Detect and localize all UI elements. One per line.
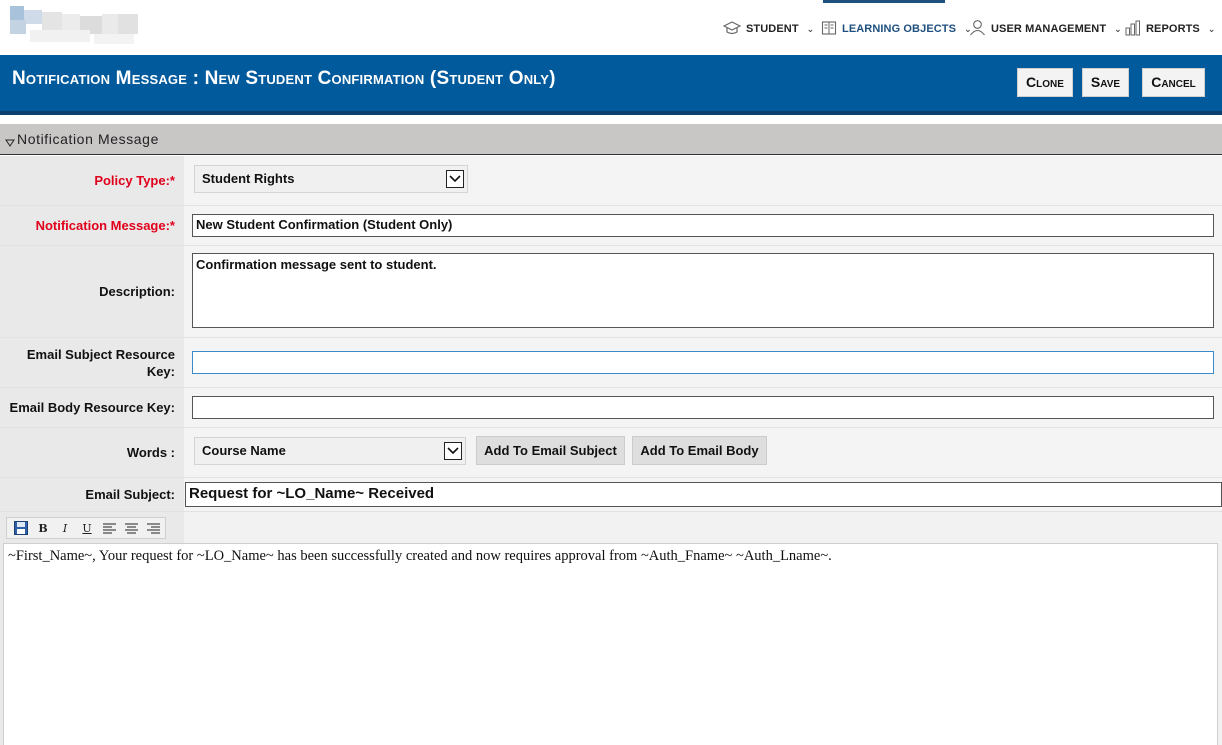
save-button[interactable]: Save — [1082, 68, 1129, 97]
notification-message-row — [0, 206, 1222, 246]
editor-toolbar — [6, 517, 166, 539]
italic-icon[interactable]: I — [62, 521, 68, 535]
page-title: Notification Message : New Student Confirmation (Student Only) — [12, 68, 556, 89]
policy-type-cell — [184, 156, 1222, 205]
email-subject-key-cell — [184, 338, 1222, 387]
chevron-down-icon[interactable] — [446, 170, 464, 188]
description-textarea[interactable]: Confirmation message sent to student. — [192, 253, 1214, 328]
email-body-key-input[interactable] — [192, 396, 1214, 419]
section-title: Notification Message — [17, 131, 159, 147]
nav-item-learning-objects[interactable] — [821, 20, 972, 38]
email-subject-row — [0, 478, 1222, 512]
email-subject-cell — [184, 478, 1222, 511]
email-body-key-cell — [184, 388, 1222, 427]
nav-item-reports[interactable] — [1125, 20, 1216, 38]
description-label: Description: — [0, 246, 184, 337]
email-subject-input[interactable]: Request for ~LO_Name~ Received — [185, 482, 1222, 507]
nav-label: USER MANAGEMENT — [991, 23, 1107, 35]
chevron-down-icon[interactable]: ⌄ — [964, 23, 972, 34]
words-label: Words : — [0, 428, 184, 477]
nav-item-user-management[interactable] — [969, 20, 1122, 38]
bar-chart-icon — [1125, 20, 1141, 39]
notification-message-input[interactable]: New Student Confirmation (Student Only) — [192, 214, 1214, 237]
description-row — [0, 246, 1222, 338]
email-body-key-label: Email Body Resource Key: — [0, 388, 184, 427]
bold-icon[interactable]: B — [38, 521, 48, 535]
words-cell — [184, 428, 1222, 477]
section-header[interactable] — [0, 124, 1222, 155]
clone-button[interactable]: Clone — [1017, 68, 1073, 97]
underline-icon[interactable]: U — [82, 521, 92, 535]
align-left-icon[interactable] — [101, 520, 117, 536]
words-value: Course Name — [202, 443, 286, 458]
words-row — [0, 428, 1222, 478]
book-icon — [821, 20, 837, 39]
add-to-email-subject-button[interactable]: Add To Email Subject — [476, 436, 625, 465]
cancel-button[interactable]: Cancel — [1142, 68, 1205, 97]
nav-item-student[interactable] — [723, 20, 814, 38]
graduation-cap-icon — [723, 21, 741, 38]
save-disk-icon[interactable] — [13, 520, 29, 536]
chevron-down-icon[interactable]: ⌄ — [806, 23, 815, 34]
policy-type-row — [0, 156, 1222, 206]
notification-message-label: Notification Message:* — [0, 206, 184, 245]
email-body-row — [0, 512, 1222, 745]
email-subject-label: Email Subject: — [0, 478, 184, 511]
policy-type-label: Policy Type:* — [0, 156, 184, 205]
page-header — [0, 55, 1222, 115]
policy-type-select[interactable] — [194, 165, 468, 193]
words-select[interactable] — [194, 437, 466, 465]
policy-type-value: Student Rights — [202, 171, 295, 186]
notification-message-cell — [184, 206, 1222, 245]
email-subject-key-row — [0, 338, 1222, 388]
align-right-icon[interactable] — [145, 520, 161, 536]
description-cell — [184, 246, 1222, 337]
align-center-icon[interactable] — [123, 520, 139, 536]
add-to-email-body-button[interactable]: Add To Email Body — [632, 436, 767, 465]
user-icon — [969, 19, 986, 39]
email-body-textarea[interactable]: ~First_Name~, Your request for ~LO_Name~ has been successfully created and now requires approval from ~Auth_Fname~ ~Auth_Lname~. — [3, 543, 1218, 745]
nav-label: REPORTS — [1146, 23, 1200, 35]
email-body-editor — [3, 517, 1218, 745]
email-subject-key-label: Email Subject Resource Key: — [0, 338, 184, 387]
chevron-down-icon[interactable]: ⌄ — [1207, 23, 1216, 34]
chevron-down-icon[interactable] — [444, 442, 462, 460]
nav-label: STUDENT — [746, 23, 799, 35]
email-subject-key-input[interactable] — [192, 351, 1214, 374]
top-navigation — [0, 0, 1222, 55]
company-logo[interactable] — [10, 6, 146, 44]
email-body-key-row — [0, 388, 1222, 428]
chevron-down-icon[interactable]: ⌄ — [1114, 23, 1122, 34]
nav-label: LEARNING OBJECTS — [842, 23, 957, 35]
active-nav-indicator — [823, 0, 945, 3]
collapse-triangle-icon[interactable] — [5, 135, 15, 150]
